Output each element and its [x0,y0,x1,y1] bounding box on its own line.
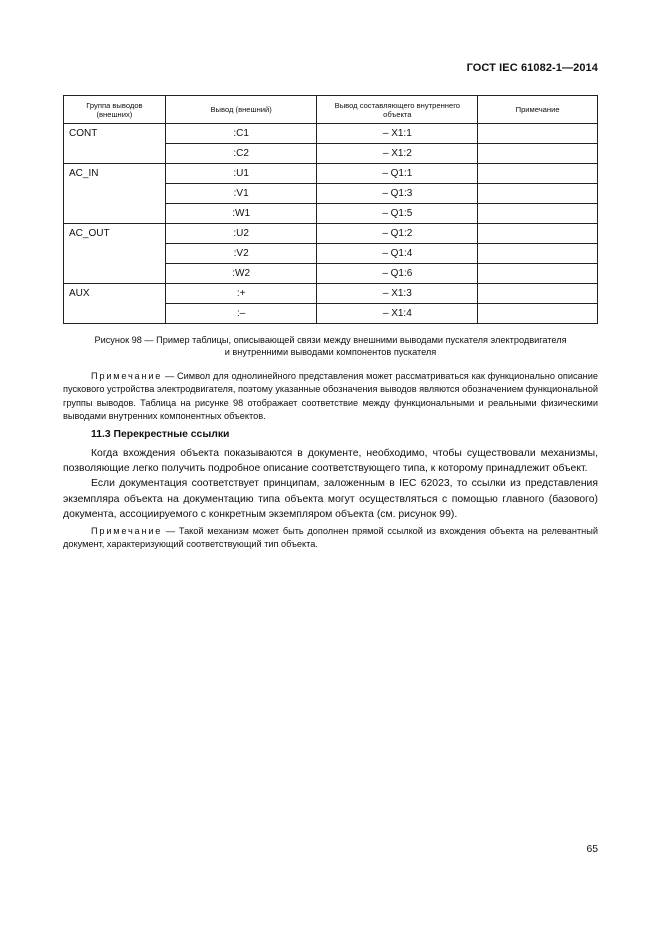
table-row [64,284,598,304]
note-label: Примечание [91,371,163,381]
note-cell [478,224,598,244]
external-terminal: :W2 [165,264,317,284]
note-cell [478,184,598,204]
page-number: 65 [586,844,598,855]
internal-terminal: – X1:3 [317,284,478,304]
note-label: Примечание [91,526,163,537]
note-cell [478,164,598,184]
group-name: AC_OUT [64,224,166,284]
external-terminal: :V1 [165,184,317,204]
internal-terminal: – Q1:5 [317,204,478,224]
table-row [64,164,598,184]
section-title: 11.3 Перекрестные ссылки [91,429,230,440]
external-terminal: :U1 [165,164,317,184]
table-row [64,224,598,244]
internal-terminal: – Q1:3 [317,184,478,204]
internal-terminal: – X1:4 [317,304,478,324]
group-name: AUX [64,284,166,324]
figure-caption [63,334,598,358]
figure-caption-line: и внутренними выводами компонентов пускателя [224,347,437,357]
table-header-row [64,96,598,124]
body-paragraph: Когда вхождения объекта показываются в документе, необходимо, чтобы существовали механизмы, позволяющие легко получить подробное описание соответствующего типа, к которому принадлежит объект. [63,448,598,475]
group-name: CONT [64,124,166,164]
internal-terminal: – Q1:1 [317,164,478,184]
external-terminal: :W1 [165,204,317,224]
external-terminal: :U2 [165,224,317,244]
note-cell [478,284,598,304]
column-header-group: Группа выводов (внешних) [64,96,166,124]
external-terminal: :C1 [165,124,317,144]
note-cell [478,204,598,224]
terminal-mapping-table [63,95,598,324]
note-cell [478,144,598,164]
note-cell [478,264,598,284]
group-name: AC_IN [64,164,166,224]
section-block [63,429,598,552]
note-block [63,370,598,424]
standard-code: ГОСТ IEC 61082-1—2014 [466,62,598,74]
column-header-internal: Вывод составляющего внутреннего объекта [317,96,478,124]
note-text: — Такой механизм может быть дополнен прямой ссылкой из вхождения объекта на релевантный документ, характеризующий соответствующий тип объекта. [63,526,598,550]
note-cell [478,304,598,324]
body-paragraph: Если документация соответствует принципам, заложенным в IEC 62023, то ссылки из представления экземпляра объекта на документацию типа объекта могут осуществляться с помощью главного (базового) документа, ассоциируемого с конкретным экземпляром объекта (см. рисунок 99). [63,478,598,520]
column-header-terminal: Вывод (внешний) [165,96,317,124]
figure-caption-line: Рисунок 98 — Пример таблицы, описывающей связи между внешними выводами пускателя электродвигателя [94,335,567,345]
external-terminal: :– [165,304,317,324]
external-terminal: :C2 [165,144,317,164]
external-terminal: :V2 [165,244,317,264]
table-row [64,124,598,144]
internal-terminal: – Q1:4 [317,244,478,264]
internal-terminal: – X1:1 [317,124,478,144]
internal-terminal: – X1:2 [317,144,478,164]
internal-terminal: – Q1:2 [317,224,478,244]
note-cell [478,124,598,144]
internal-terminal: – Q1:6 [317,264,478,284]
column-header-note: Примечание [478,96,598,124]
note-paragraph [63,525,598,552]
external-terminal: :+ [165,284,317,304]
note-paragraph [63,370,598,424]
note-cell [478,244,598,264]
note-text: — Символ для однолинейного представления может рассматриваться как функционально описание пускового устройства электродвигателя, поэтому указанные обозначения выводов являются обозначением функциональной группы выводов. Таблица на рисунке 98 отображает соответствие между функциональными и реальными физическими выводами внутренних компонентных объектов. [63,371,598,422]
